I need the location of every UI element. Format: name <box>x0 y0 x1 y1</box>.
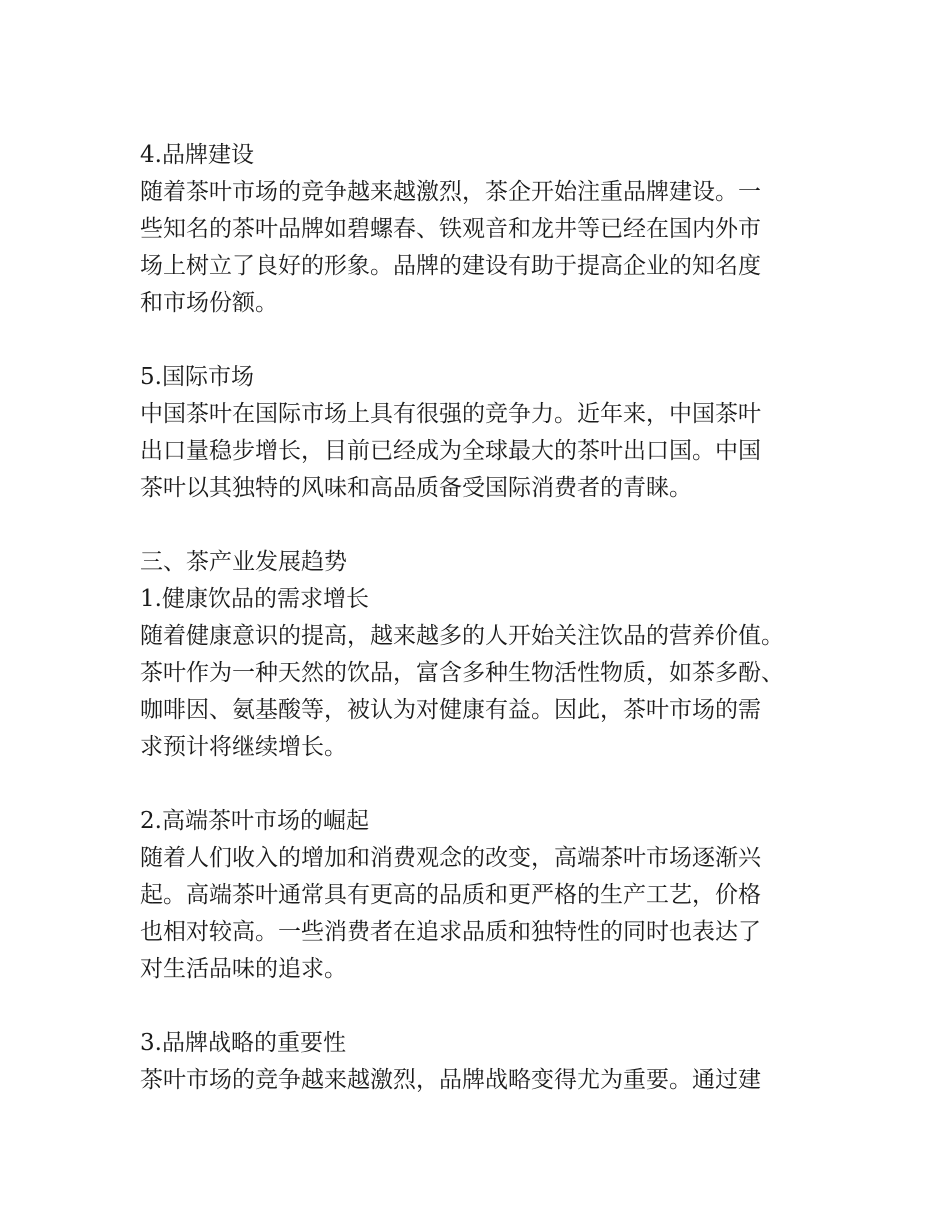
paragraph-line: 随着人们收入的增加和消费观念的改变，高端茶叶市场逐渐兴 <box>140 845 761 871</box>
section-heading: 2.高端茶叶市场的崛起 <box>140 808 369 834</box>
paragraph-line: 随着健康意识的提高，越来越多的人开始关注饮品的营养价值。 <box>140 623 784 649</box>
paragraph-gap <box>140 988 840 1025</box>
paragraph-line: 也相对较高。一些消费者在追求品质和独特性的同时也表达了 <box>140 919 761 945</box>
paragraph-gap <box>140 322 840 359</box>
paragraph-line: 茶叶市场的竞争越来越激烈，品牌战略变得尤为重要。通过建 <box>140 1067 761 1093</box>
paragraph-line: 中国茶叶在国际市场上具有很强的竞争力。近年来，中国茶叶 <box>140 401 761 427</box>
paragraph-line: 出口量稳步增长，目前已经成为全球最大的茶叶出口国。中国 <box>140 438 761 464</box>
document-page <box>140 137 840 1099</box>
paragraph-line: 些知名的茶叶品牌如碧螺春、铁观音和龙井等已经在国内外市 <box>140 216 761 242</box>
section-heading: 4.品牌建设 <box>140 142 254 168</box>
section-heading: 3.品牌战略的重要性 <box>140 1030 346 1056</box>
paragraph-line: 起。高端茶叶通常具有更高的品质和更严格的生产工艺，价格 <box>140 882 761 908</box>
section-heading: 1.健康饮品的需求增长 <box>140 586 369 612</box>
section-heading: 5.国际市场 <box>140 364 254 390</box>
paragraph-line: 茶叶以其独特的风味和高品质备受国际消费者的青睐。 <box>140 475 692 501</box>
paragraph-line: 随着茶叶市场的竞争越来越激烈，茶企开始注重品牌建设。一 <box>140 179 761 205</box>
paragraph-line: 和市场份额。 <box>140 290 278 316</box>
chapter-heading: 三、茶产业发展趋势 <box>140 549 347 575</box>
paragraph-line: 对生活品味的追求。 <box>140 956 347 982</box>
paragraph-line: 茶叶作为一种天然的饮品，富含多种生物活性物质，如茶多酚、 <box>140 660 784 686</box>
paragraph-line: 咖啡因、氨基酸等，被认为对健康有益。因此，茶叶市场的需 <box>140 697 761 723</box>
paragraph-line: 场上树立了良好的形象。品牌的建设有助于提高企业的知名度 <box>140 253 761 279</box>
paragraph-gap <box>140 766 840 803</box>
paragraph-line: 求预计将继续增长。 <box>140 734 347 760</box>
paragraph-gap <box>140 507 840 544</box>
